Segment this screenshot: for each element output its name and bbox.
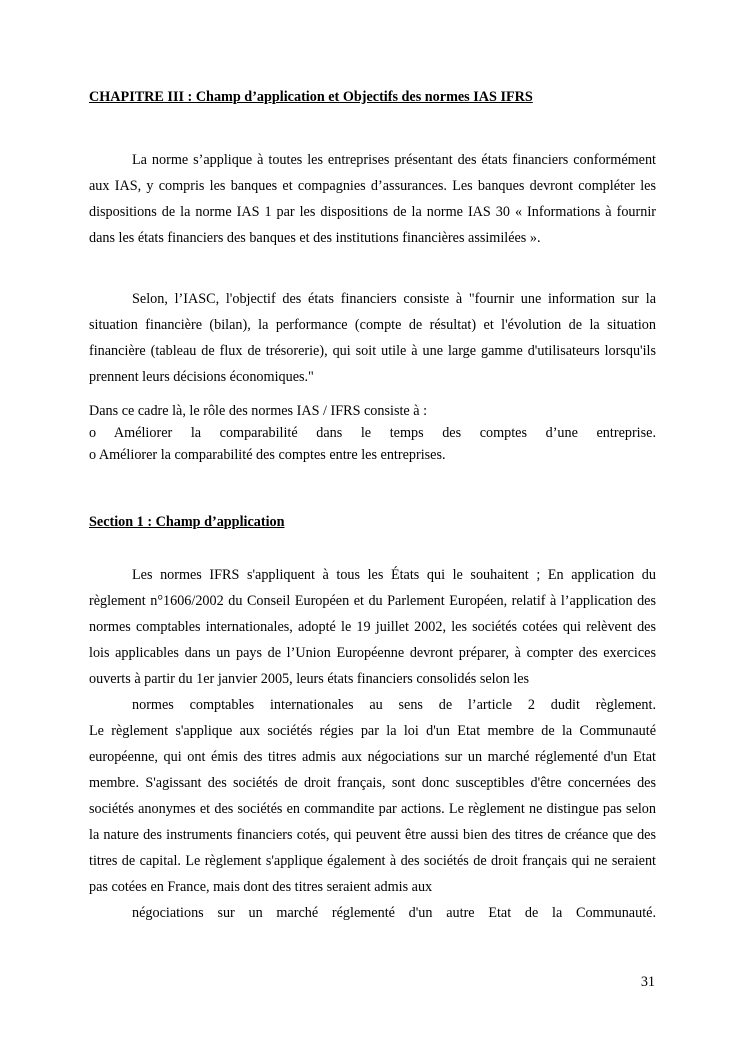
page-number: 31 bbox=[640, 974, 655, 990]
section-title: Section 1 : Champ d’application bbox=[89, 514, 285, 530]
intro-paragraph-2-text: Selon, l’IASC, l'objectif des états financiers consiste à "fournir une information sur la situation financière (bilan), la performance (compte de résultat) et l'évolution de la situation financière (tableau de flux de trésorerie), qui soit utile à une large gamme d'utilisateurs lorsqu'ils prennent leurs décisions économiques." bbox=[89, 291, 656, 385]
section-paragraph-part-2: Le règlement s'applique aux sociétés régies par la loi d'un Etat membre de la Communauté européenne, qui ont émis des titres admis aux négociations sur un marché réglementé d'un Etat membre. S'agissant des sociétés de droit français, sont donc susceptibles d'être concernées des sociétés anonymes et des sociétés en commandite par actions. Le règlement ne distingue pas selon la nature des instruments financiers cotés, qui peuvent être aussi bien des titres de créance que des titres de capital. Le règlement s'applique également à des sociétés de droit français qui ne seraient pas cotées en France, mais dont des titres seraient admis aux bbox=[89, 723, 656, 895]
section-paragraph-last: négociations sur un marché réglementé d'un autre Etat de la Communauté. bbox=[132, 905, 656, 921]
role-bullet-2: o Améliorer la comparabilité des comptes entre les entreprises. bbox=[89, 447, 446, 463]
section-paragraph-line: normes comptables internationales au sens de l’article 2 dudit règlement. bbox=[132, 697, 656, 713]
role-list bbox=[89, 400, 656, 466]
role-intro: Dans ce cadre là, le rôle des normes IAS / IFRS consiste à : bbox=[89, 403, 428, 419]
role-bullet-1: o Améliorer la comparabilité dans le temps des comptes d’une entreprise. bbox=[89, 425, 656, 441]
section-paragraph bbox=[89, 562, 656, 926]
intro-paragraph-2 bbox=[89, 286, 656, 390]
intro-paragraph-1-text: La norme s’applique à toutes les entreprises présentant des états financiers conformément aux IAS, y compris les banques et compagnies d’assurances. Les banques devront compléter les dispositions de la norme IAS 1 par les dispositions de la norme IAS 30 « Informations à fournir dans les états financiers des banques et des institutions financières assimilées ». bbox=[89, 152, 656, 246]
chapter-title: CHAPITRE III : Champ d’application et Objectifs des normes IAS IFRS bbox=[89, 89, 533, 105]
intro-paragraph-1 bbox=[89, 147, 656, 251]
section-paragraph-part-1: Les normes IFRS s'appliquent à tous les États qui le souhaitent ; En application du règlement n°1606/2002 du Conseil Européen et du Parlement Européen, relatif à l’application des normes comptables internationales, adopté le 19 juillet 2002, les sociétés cotées qui relèvent des lois applicables dans un pays de l’Union Européenne devront préparer, à compter des exercices ouverts à partir du 1er janvier 2005, leurs états financiers consolidés selon les bbox=[89, 567, 656, 687]
